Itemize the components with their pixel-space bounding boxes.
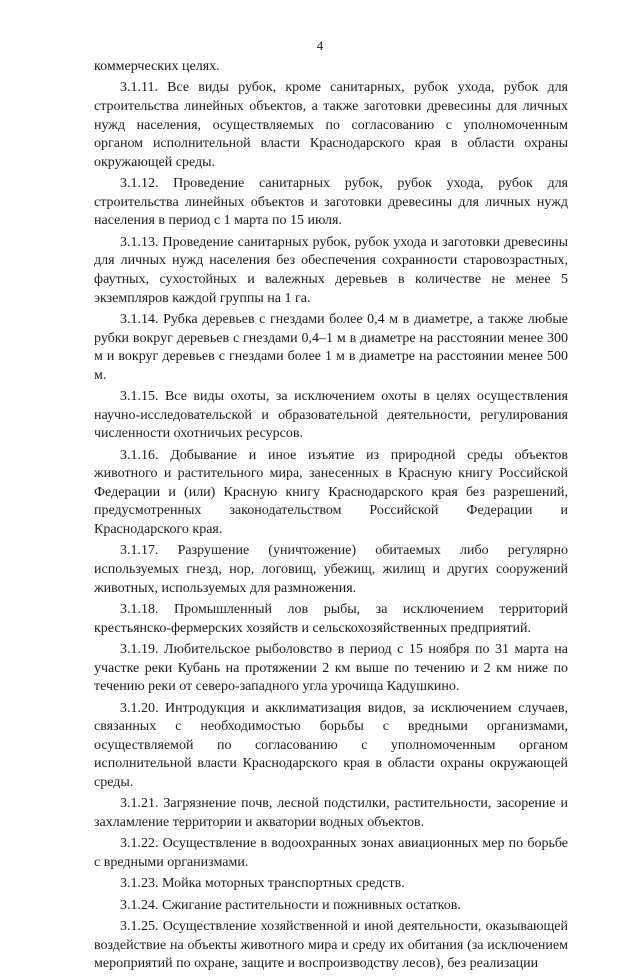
page-number: 4: [316, 38, 324, 53]
clause-3-1-12: 3.1.12. Проведение санитарных рубок, рубок ухода, рубок для строительства линейных объектов и заготовки древесины для личных нужд населения в период с 1 марта по 15 июля.: [94, 176, 568, 229]
clause-3-1-13: 3.1.13. Проведение санитарных рубок, рубок ухода и заготовки древесины для личных нужд населения без обеспечения сохранности старовозрастных, фаутных, сухостойных и валежных деревьев в количестве не менее 5 экземпляров каждой группы на 1 га.: [94, 234, 568, 306]
clause-3-1-23: 3.1.23. Мойка моторных транспортных средств.: [120, 876, 405, 892]
document-body: [94, 58, 568, 977]
clause-3-1-15: 3.1.15. Все виды охоты, за исключением охоты в целях осуществления научно-исследовательской и образовательной деятельности, регулирования численности охотничьих ресурсов.: [94, 389, 568, 442]
clause-3-1-11: 3.1.11. Все виды рубок, кроме санитарных, рубок ухода, рубок для строительства линейных объектов, а также заготовки древесины для личных нужд населения, осуществляемых по согласованию с уполномоченным органом исполнительной власти Краснодарского края в области охраны окружающей среды.: [94, 80, 568, 170]
clause-3-1-14: 3.1.14. Рубка деревьев с гнездами более 0,4 м в диаметре, а также любые рубки вокруг деревьев с гнездами 0,4–1 м в диаметре на расстоянии менее 300 м и вокруг деревьев с гнездами более 1 м в диаметре на расстоянии менее 500 м.: [94, 311, 568, 383]
clause-3-1-16: 3.1.16. Добывание и иное изъятие из природной среды объектов животного и растительного мира, занесенных в Красную книгу Российской Федерации и (или) Красную книгу Краснодарского края без разрешений, предусмотренных законодательством Российской Федерации и Краснодарского края.: [94, 447, 568, 538]
clause-3-1-21: 3.1.21. Загрязнение почв, лесной подстилки, растительности, засорение и захламление территории и акватории водных объектов.: [94, 796, 568, 830]
clause-3-1-20: 3.1.20. Интродукция и акклиматизация видов, за исключением случаев, связанных с необходимостью борьбы с вредными организмами, осуществляемой по согласованию с уполномоченным органом исполнительной власти Краснодарского края в области охраны окружающей среды.: [94, 700, 568, 790]
clause-3-1-25: 3.1.25. Осуществление хозяйственной и иной деятельности, оказывающей воздействие на объекты животного мира и среду их обитания (за исключением мероприятий по охране, защите и воспроизводству лесов), без реализации: [94, 919, 568, 972]
clause-3-1-24: 3.1.24. Сжигание растительности и пожнивных остатков.: [120, 897, 461, 913]
clause-3-1-22: 3.1.22. Осуществление в водоохранных зонах авиационных мер по борьбе с вредными организмами.: [94, 836, 568, 870]
clause-3-1-18: 3.1.18. Промышленный лов рыбы, за исключением территорий крестьянско-фермерских хозяйств и сельскохозяйственных предприятий.: [94, 602, 568, 636]
clause-3-1-19: 3.1.19. Любительское рыболовство в период с 15 ноября по 31 марта на участке реки Кубань на протяжении 2 км выше по течению и 2 км ниже по течению реки от северо-западного угла урочища Кадушкино.: [94, 641, 568, 695]
clause-3-1-17: 3.1.17. Разрушение (уничтожение) обитаемых либо регулярно используемых гнезд, нор, логовищ, убежищ, жилищ и других сооружений животных, используемых для размножения.: [94, 543, 568, 596]
continuation-text: коммерческих целях.: [94, 59, 220, 74]
